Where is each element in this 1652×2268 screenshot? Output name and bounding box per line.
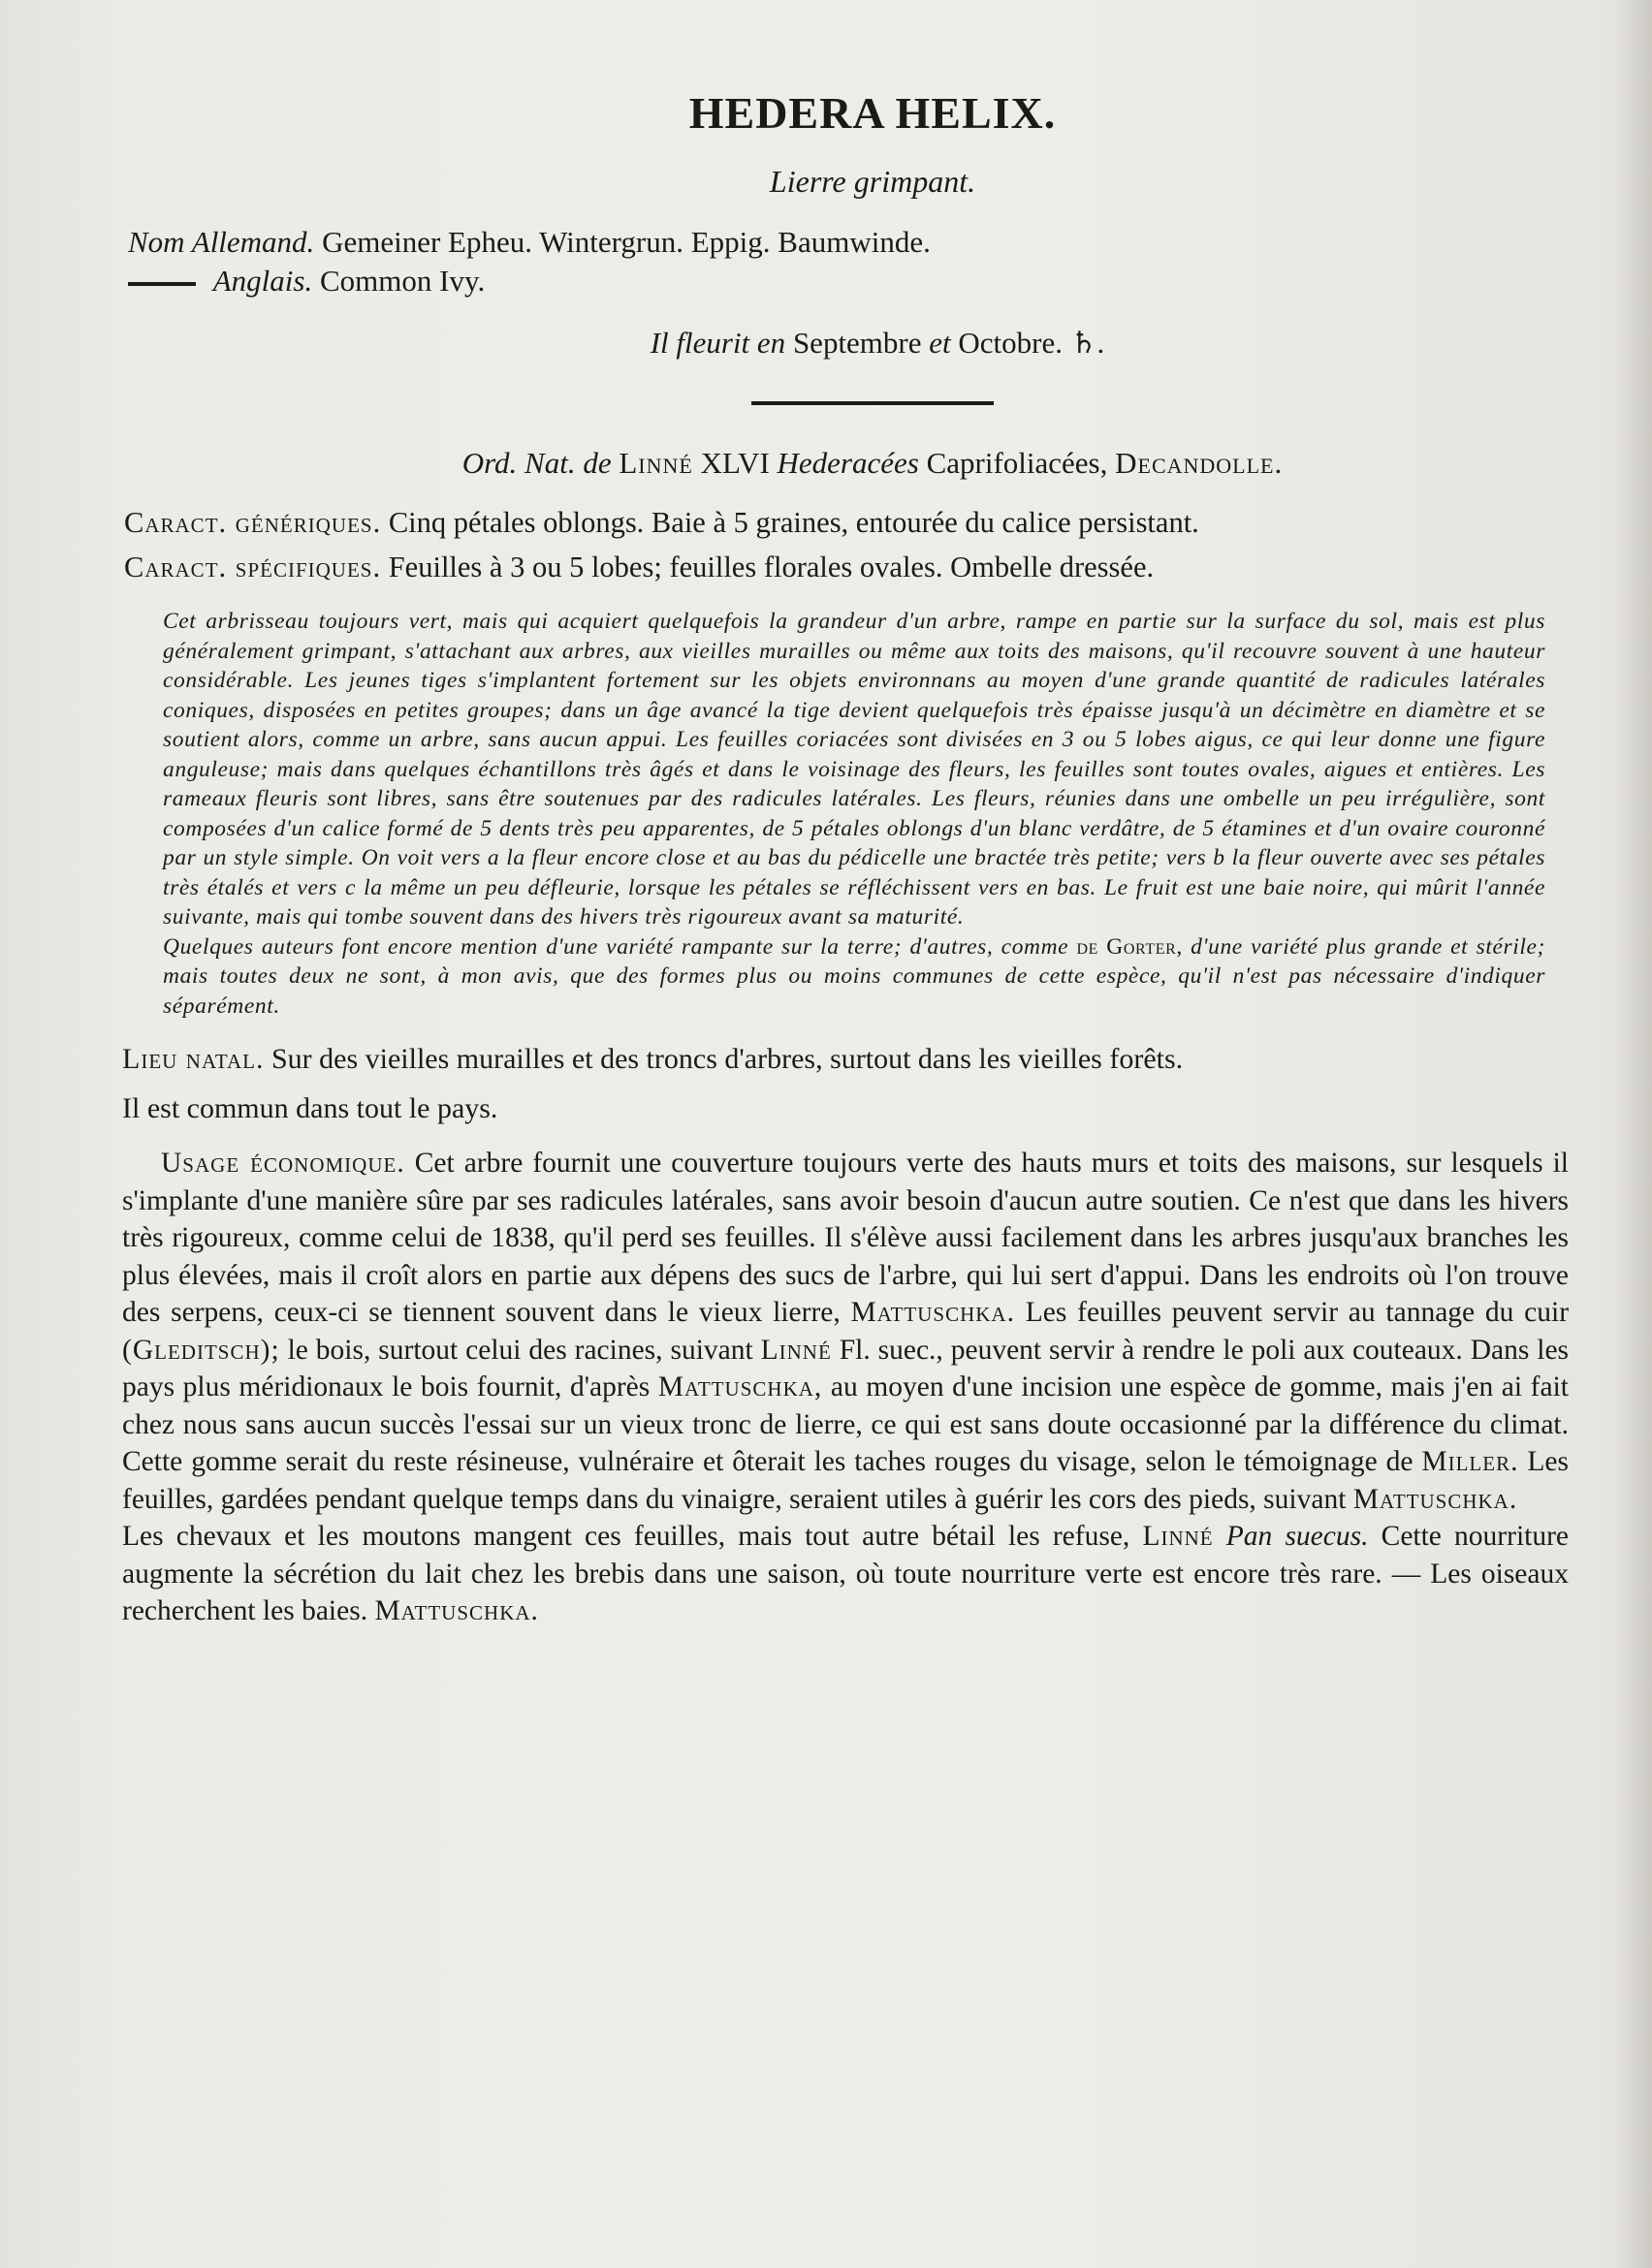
habitat-line — [122, 1038, 1569, 1080]
usage-p1-f: Les feuilles, gardées pendant quelque temps dans du vinaigre, seraient utiles à guérir les cors des pieds, suivant — [122, 1446, 1569, 1515]
common-name: Lierre grimpant. — [769, 164, 976, 199]
usage-p1-a: Cet arbre fournit une couverture toujours verte des hauts murs et toits des maisons, sur lesquels il s'implante d'une manière sûre par ses radicules latérales, sans avoir besoin d'aucun autre soutien. Ce n'est que dans les hivers très rigoureux, comme celui de 1838, qu'il perd ses feuilles. Il s'élève aussi facilement dans les arbres jusqu'aux branches les plus élevées, mais il croît alors en partie aux dépens des sucs de l'arbre, qui lui sert d'appui. Dans les endroits où l'on trouve des serpens, ceux-ci se tiennent souvent dans le vieux lierre, — [122, 1148, 1569, 1328]
habitat — [122, 1038, 1569, 1129]
usage-author-mattuschka-3: Mattuschka. — [1352, 1483, 1518, 1515]
order-decandolle: Decandolle. — [1115, 446, 1284, 480]
flowering-month-1: Septembre — [792, 326, 922, 360]
flowering-conj: et — [929, 326, 951, 360]
usage-p1-c: le bois, surtout celui des racines, suivant — [287, 1334, 753, 1366]
generic-label: Caract. génériques. — [124, 506, 382, 539]
usage-author-mattuschka-2: Mattuschka, — [657, 1371, 823, 1402]
page-content — [118, 87, 1569, 1630]
usage-p1-e: au moyen d'une incision une espèce de gomme, mais j'en ai fait chez nous sans aucun succès l'essai sur un vieux tronc de lierre, ce qui est sans doute occasionné par la différence du climat. Cette gomme serait du reste résineuse, vulnéraire et ôterait les taches rouges du visage, selon le témoignage de — [122, 1371, 1569, 1477]
usage-paragraph-1 — [122, 1145, 1569, 1518]
usage-pan-suecus: Pan suecus. — [1225, 1521, 1369, 1552]
flowering-month-2: Octobre. — [958, 326, 1063, 360]
english-value: Common Ivy. — [319, 264, 486, 298]
usage-author-miller: Miller. — [1421, 1446, 1519, 1477]
economic-usage — [122, 1145, 1569, 1630]
usage-p2-b: Cette nourriture augmente la sécrétion du lait chez les brebis dans une saison, où toute nourriture verte est encore très rare. — Les oiseaux recherchent les baies. — [122, 1521, 1570, 1626]
german-value: Gemeiner Epheu. Wintergrun. Eppig. Baumwinde. — [322, 225, 931, 259]
usage-author-mattuschka-4: Mattuschka. — [374, 1595, 539, 1626]
order-prefix: Ord. Nat. de — [461, 446, 612, 480]
habitat-label: Lieu natal. — [122, 1043, 265, 1075]
shrub-symbol: ♄. — [1069, 326, 1105, 360]
usage-p2-a: Les chevaux et les moutons mangent ces feuilles, mais tout autre bétail les refuse, — [122, 1521, 1130, 1552]
usage-author-mattuschka-1: Mattuschka. — [850, 1297, 1015, 1328]
usage-paragraph-2 — [122, 1518, 1569, 1630]
divider-rule — [751, 401, 994, 405]
usage-label: Usage économique. — [161, 1148, 405, 1179]
order-family: Hederacées — [777, 446, 919, 480]
usage-p1-b: Les feuilles peuvent servir au tannage du cuir — [1025, 1297, 1570, 1328]
ditto-dash — [128, 282, 196, 286]
page-title: HEDERA HELIX. — [688, 88, 1057, 138]
specific-label: Caract. spécifiques. — [124, 551, 382, 583]
description — [163, 607, 1545, 1021]
english-label: Anglais. — [212, 264, 313, 298]
usage-author-linne: Linné — [760, 1334, 832, 1366]
natural-order — [118, 446, 1569, 481]
description-p2-b: d'une variété plus grande et stérile; mais toutes deux ne sont, à mon avis, que des formes plus ou moins communes de cette espèce, qu'il n'est pas nécessaire d'indiquer séparément. — [163, 933, 1545, 1019]
order-linne: Linné — [619, 446, 693, 480]
order-cap: Caprifoliacées, — [926, 446, 1108, 480]
usage-p1-d: Fl. suec., peuvent servir à rendre le poli aux couteaux. Dans les pays plus méridionaux le bois fournit, d'après — [122, 1334, 1570, 1402]
usage-author-gleditsch: (Gleditsch); — [122, 1334, 280, 1366]
generic-text: Cinq pétales oblongs. Baie à 5 graines, entourée du calice persistant. — [388, 506, 1199, 539]
english-name-line — [128, 262, 1569, 300]
description-paragraph-1: Cet arbrisseau toujours vert, mais qui acquiert quelquefois la grandeur d'un arbre, rampe en partie sur la surface du sol, mais est plus généralement grimpant, s'attachant aux arbres, aux vieilles murailles ou même aux toits des maisons, qu'il recouvre souvent à une hauteur considérable. Les jeunes tiges s'implantent fortement sur les objets environnans au moyen d'une grande quantité de radicules latérales coniques, disposées en petites groupes; dans un âge avancé la tige devient quelquefois très épaisse jusqu'à un décimètre en diamètre et se soutient alors, comme un arbre, sans aucun appui. Les feuilles coriacées sont divisées en 3 ou 5 lobes aigus, ce qui leur donne une figure anguleuse; mais dans quelques échantillons très âgés et dans le voisinage des fleurs, les feuilles sont toutes ovales, aigues et entières. Les rameaux fleuris sont libres, sans être soutenues par des radicules latérales. Les fleurs, réunies dans une ombelle un peu irrégulière, sont composées d'un calice formé de 5 dents très peu apparentes, de 5 pétales oblongs d'un blanc verdâtre, de 5 étamines et d'un ovaire couronné par un style simple. On voit vers a la fleur encore close et au bas du pédicelle une bractée très petite; vers b la fleur ouverte avec ses pétales très étalés et vers c la même un peu défleurie, lorsque les pétales se réfléchissent vers en bas. Le fruit est une baie noire, qui mûrit l'année suivante, mais qui tombe souvent dans des hivers très rigoureux avant sa maturité. — [163, 609, 1545, 929]
book-spine-shadow — [1613, 0, 1652, 2268]
habitat-text: Sur des vieilles murailles et des troncs d'arbres, surtout dans les vieilles forêts. — [270, 1043, 1184, 1075]
german-label: Nom Allemand. — [128, 225, 315, 259]
flowering-prefix: Il fleurit en — [650, 326, 786, 360]
generic-characters — [124, 500, 1569, 545]
habitat-note: Il est commun dans tout le pays. — [122, 1092, 498, 1124]
vernacular-names — [128, 223, 1569, 300]
usage-author-linne-2: Linné — [1142, 1521, 1214, 1552]
description-p2-a: Quelques auteurs font encore mention d'une variété rampante sur la terre; d'autres, comme — [163, 933, 1069, 960]
german-name-line — [128, 223, 1569, 262]
description-paragraph-2 — [163, 932, 1545, 1022]
order-number: XLVI — [700, 446, 770, 480]
specific-characters — [124, 545, 1569, 589]
specific-text: Feuilles à 3 ou 5 lobes; feuilles florales ovales. Ombelle dressée. — [388, 551, 1155, 583]
flowering-period — [118, 326, 1569, 361]
description-p2-author: de Gorter, — [1076, 933, 1183, 960]
characters — [124, 500, 1569, 589]
